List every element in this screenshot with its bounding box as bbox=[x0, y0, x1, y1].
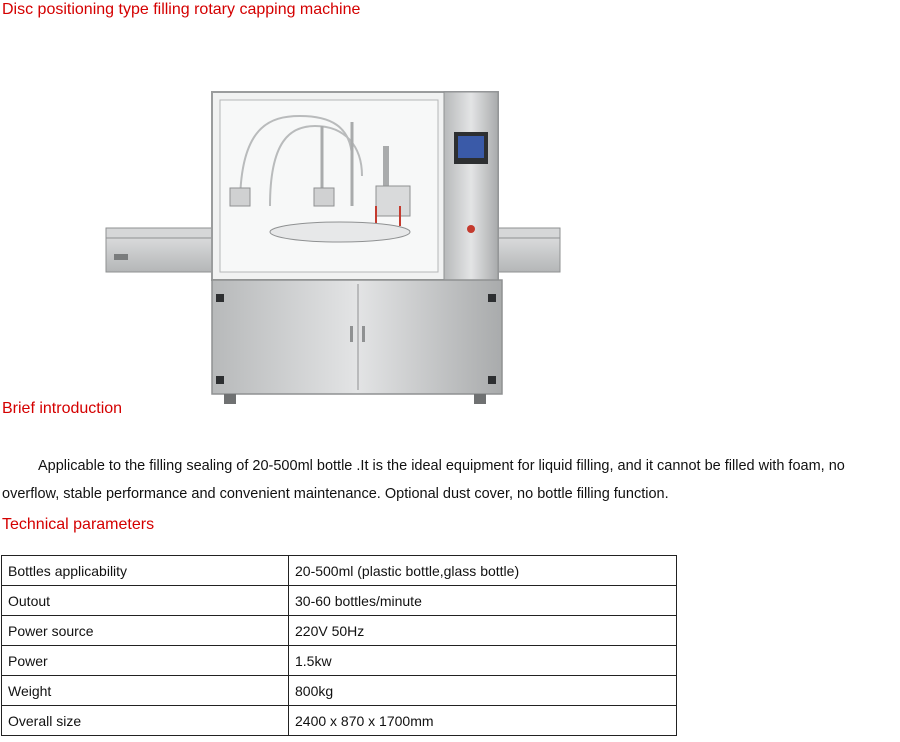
technical-parameters-heading: Technical parameters bbox=[2, 516, 155, 533]
table-row bbox=[2, 586, 677, 616]
param-value: 220V 50Hz bbox=[289, 616, 677, 646]
brief-introduction-heading: Brief introduction bbox=[2, 400, 123, 417]
param-value: 20-500ml (plastic bottle,glass bottle) bbox=[289, 556, 677, 586]
technical-parameters-table bbox=[1, 555, 677, 736]
table-row bbox=[2, 676, 677, 706]
brief-introduction-text: Applicable to the filling sealing of 20-500ml bottle .It is the ideal equipment for liquid filling, and it cannot be filled with foam, no overflow, stable performance and convenient maintenance. Optional dust cover, no bottle filling function. bbox=[2, 457, 845, 502]
param-value: 800kg bbox=[289, 676, 677, 706]
machine-image bbox=[100, 86, 570, 416]
param-label: Power bbox=[2, 646, 289, 676]
param-label: Weight bbox=[2, 676, 289, 706]
param-label: Outout bbox=[2, 586, 289, 616]
table-row bbox=[2, 646, 677, 676]
page-title: Disc positioning type filling rotary capping machine bbox=[2, 1, 361, 18]
param-label: Overall size bbox=[2, 706, 289, 736]
param-value: 2400 x 870 x 1700mm bbox=[289, 706, 677, 736]
param-value: 30-60 bottles/minute bbox=[289, 586, 677, 616]
param-label: Bottles applicability bbox=[2, 556, 289, 586]
param-value: 1.5kw bbox=[289, 646, 677, 676]
param-label: Power source bbox=[2, 616, 289, 646]
table-row bbox=[2, 616, 677, 646]
table-row bbox=[2, 556, 677, 586]
table-row bbox=[2, 706, 677, 736]
